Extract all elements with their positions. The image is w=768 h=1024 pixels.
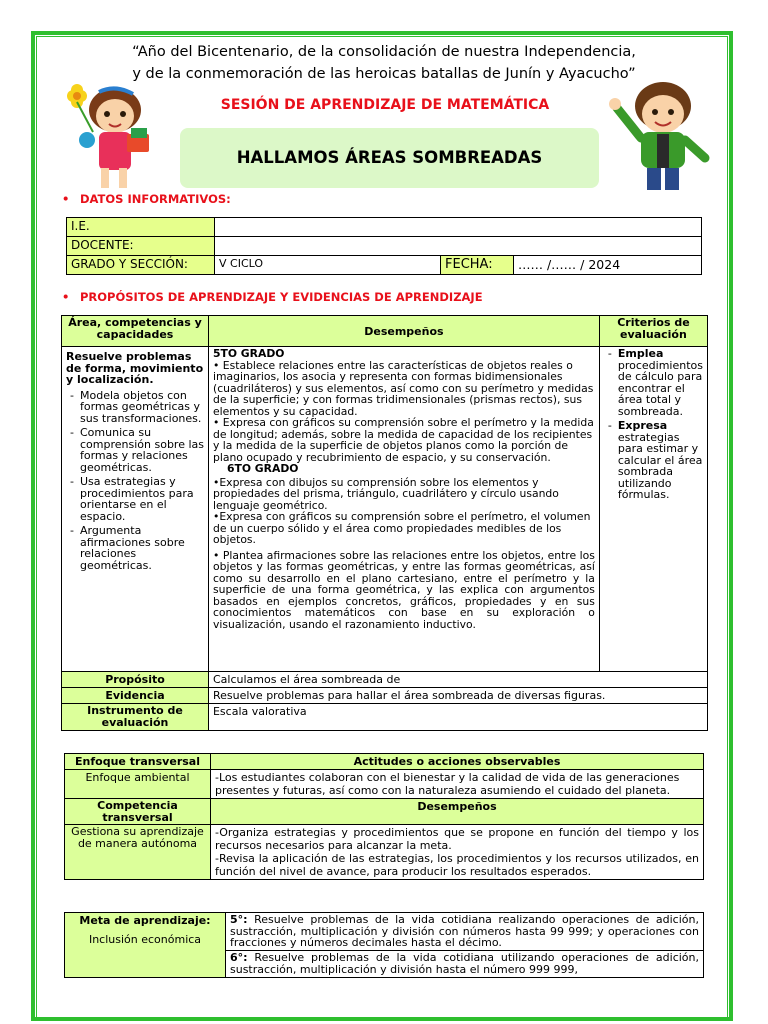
capacidades-list [66, 390, 204, 572]
evidencia-value: Resuelve problemas para hallar el área sombreada de diversas figuras. [208, 688, 707, 704]
propositos-table [61, 315, 708, 731]
capacidad-item: - Usa estrategias y procedimientos para orientarse en el espacio. [80, 476, 204, 522]
meta-table [64, 912, 704, 978]
enfoque-col-header: Enfoque transversal [65, 754, 211, 770]
fecha-field[interactable]: …… /…… / 2024 [514, 256, 702, 275]
bicentennial-quote-line2: y de la conmemoración de las heroicas batallas de Junín y Ayacucho” [132, 66, 636, 82]
fecha-label: FECHA: [441, 256, 514, 275]
grado-field[interactable]: V CICLO [215, 256, 441, 275]
instrumento-label: Instrumento de evaluación [62, 704, 209, 731]
grado5-item: • Establece relaciones entre las características de objetos reales o imaginarios, los asocia y representa con formas bidimensionales (cuadriláteros) y sus elementos, así como con su perímetro y medidas de la superficie; y con formas tridimensionales (prismas rectos), sus elementos y su capacidad. [212, 358, 594, 418]
desempenos-col-header: Desempeños [211, 799, 704, 825]
meta-sub: Inclusión económica [88, 933, 202, 946]
grado6-item: •Expresa con gráficos su comprensión sobre el perímetro, el volumen de un cuerpo sólido y el área como propiedades medibles de los objetos. [212, 510, 591, 546]
datos-table [66, 217, 702, 275]
competencia-text: Resuelve problemas de forma, movimiento y localización. [66, 350, 204, 386]
grado5-item: • Expresa con gráficos su comprensión sobre el perímetro y la medida de longitud; además, sobre la medida de capacidad de los recipientes y la medida de la superficie de objetos planos como la porción de plano ocupado y recubrimiento de espacio, y su conservación. [212, 416, 594, 464]
col-desempenos-header: Desempeños [208, 316, 599, 347]
enfoque-text: -Los estudiantes colaboran con el bienestar y la calidad de vida de las generaciones presentes y futuras, así como con la naturaleza asumiendo el cuidado del planeta. [211, 770, 704, 799]
criterios-cell [599, 347, 707, 672]
page-title: HALLAMOS ÁREAS SOMBREADAS [236, 148, 543, 167]
boy-illustration [605, 78, 725, 196]
docente-label: DOCENTE: [67, 237, 215, 256]
col-area-header: Área, competencias y capacidades [62, 316, 209, 347]
capacidad-item: - Argumenta afirmaciones sobre relaciones geométricas. [80, 525, 204, 571]
girl-illustration [55, 82, 185, 192]
meta-label: Meta de aprendizaje: [79, 914, 211, 927]
grado-label: GRADO Y SECCIÓN: [67, 256, 215, 275]
bicentennial-quote-line1: “Año del Bicentenario, de la consolidación de nuestra Independencia, [132, 44, 636, 60]
proposito-label: Propósito [62, 672, 209, 688]
enfoque-name: Enfoque ambiental [65, 770, 211, 799]
flower-icon [67, 84, 93, 132]
title-box [180, 128, 599, 188]
competencia-col-header: Competencia transversal [65, 799, 211, 825]
meta-5-cell: 5°: Resuelve problemas de la vida cotidiana realizando operaciones de adición, sustracción, multiplicación y división con números hasta 99 999; y operaciones con fracciones y números decimales hasta el décimo. [226, 913, 704, 951]
competencia-name: Gestiona su aprendizaje de manera autónoma [65, 825, 211, 880]
col-criterios-header: Criterios de evaluación [599, 316, 707, 347]
competencia-text: -Organiza estrategias y procedimientos que se propone en función del tiempo y los recursos necesarios para alcanzar la meta. -Revisa la aplicación de las estrategias, los procedimientos y los recursos utilizados, en función del nivel de avance, para producir los resultados esperados. [211, 825, 704, 880]
ie-field[interactable] [215, 218, 702, 237]
meta-6-cell: 6°: Resuelve problemas de la vida cotidiana utilizando operaciones de adición, sustracción, multiplicación y división hasta el número 999 999, [226, 951, 704, 978]
ie-label: I.E. [67, 218, 215, 237]
grado6-item: • Plantea afirmaciones sobre las relaciones entre los objetos, entre los objetos y las formas geométricas, y entre las formas geométricas, así como su desarrollo en el plano cartesiano, entre el perímetro y la superficie de una forma geométrica, y las explica con argumentos basados en ejemplos concretos, gráficos, propiedades y en sus conocimientos matemáticos con base en su exploración o visualización, usando el razonamiento inductivo. [212, 548, 595, 631]
capacidad-item: - Modela objetos con formas geométricas y sus transformaciones. [80, 390, 204, 425]
docente-field[interactable] [215, 237, 702, 256]
datos-heading: • DATOS INFORMATIVOS: [62, 192, 231, 206]
capacidad-item: - Comunica su comprensión sobre las formas y relaciones geométricas. [80, 427, 204, 473]
proposito-value: Calculamos el área sombreada de [208, 672, 707, 688]
instrumento-value: Escala valorativa [208, 704, 707, 731]
criterio-item: - Expresa estrategias para estimar y calcular el área sombrada utilizando fórmulas. [618, 420, 703, 501]
criterio-item: - Emplea procedimientos de cálculo para encontrar el área total y sombreada. [618, 348, 703, 417]
evidencia-label: Evidencia [62, 688, 209, 704]
enfoque-table [64, 753, 704, 880]
grado5-label: 5TO GRADO [212, 347, 285, 360]
grado6-item: •Expresa con dibujos su comprensión sobre los elementos y propiedades del prisma, triángulo, cuadrilátero y círculo usando lenguaje geométrico. [212, 475, 559, 512]
grado6-label: 6TO GRADO [226, 462, 299, 475]
actitudes-col-header: Actitudes o acciones observables [211, 754, 704, 770]
meta-label-cell [65, 913, 226, 978]
propositos-heading: • PROPÓSITOS DE APRENDIZAJE Y EVIDENCIAS DE APRENDIZAJE [62, 290, 483, 304]
session-heading: SESIÓN DE APRENDIZAJE DE MATEMÁTICA [220, 97, 550, 113]
desempenos-cell [208, 347, 599, 672]
area-cell [62, 347, 209, 672]
